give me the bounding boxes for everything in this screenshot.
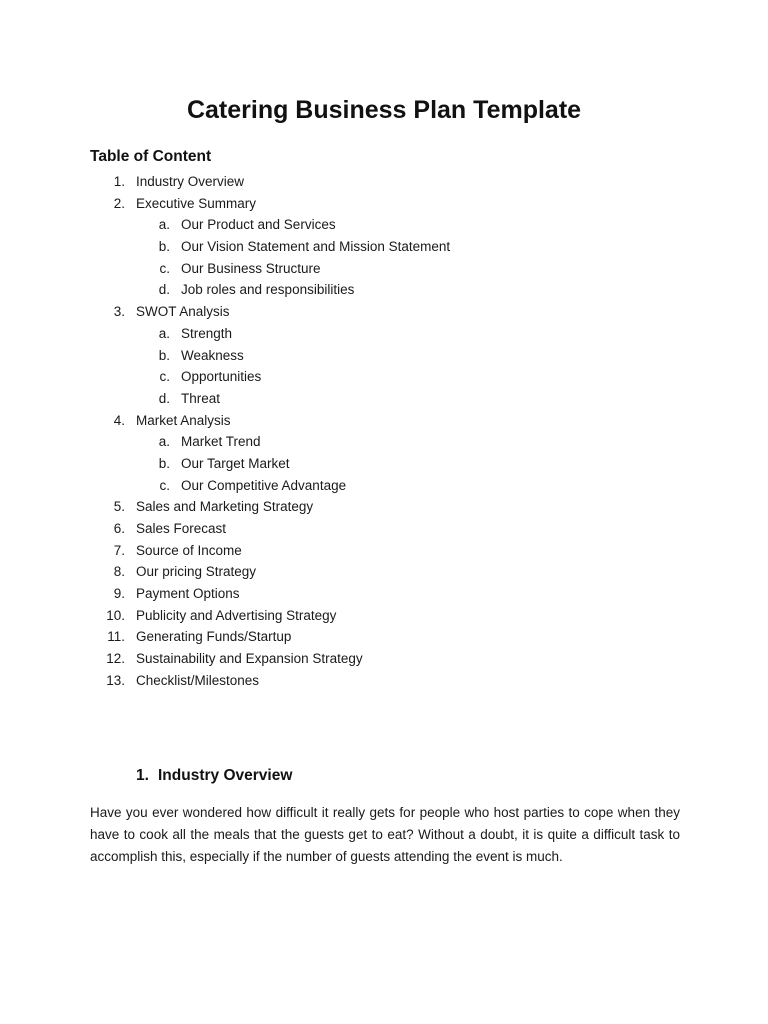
toc-item-number: d.: [158, 282, 170, 298]
toc-subitem: [0, 258, 768, 280]
toc-item-label: Sales and Marketing Strategy: [136, 499, 314, 515]
toc-item: [0, 626, 768, 648]
toc-item-number: a.: [158, 434, 170, 450]
toc-subitem: [0, 345, 768, 367]
toc-item: [0, 171, 768, 193]
toc-subitem: [0, 431, 768, 453]
toc-item-label: Sales Forecast: [136, 521, 227, 536]
toc-item-number: c.: [159, 260, 170, 276]
toc-item-label: Threat: [181, 390, 221, 406]
toc-item-number: d.: [158, 390, 170, 406]
toc-item: [0, 301, 768, 323]
toc-item-number: 12.: [106, 651, 125, 667]
toc-item-number: 13.: [106, 672, 125, 688]
toc-item-label: Source of Income: [136, 542, 242, 558]
toc-item-number: a.: [158, 217, 170, 233]
toc-item-number: b.: [158, 455, 170, 471]
document-title: Catering Business Plan Template: [186, 96, 582, 124]
toc-item-label: Job roles and responsibilities: [181, 282, 355, 298]
toc-item-number: 5.: [113, 499, 125, 515]
toc-item-number: 2.: [113, 195, 125, 211]
toc-item-label: Opportunities: [181, 369, 262, 385]
toc-item: [0, 605, 768, 627]
toc-item: [0, 410, 768, 432]
section-number: 1.: [136, 767, 149, 784]
toc-item-label: Our Vision Statement and Mission Statement: [181, 239, 451, 255]
toc-item-number: b.: [158, 239, 170, 255]
toc-subitem: [0, 236, 768, 258]
toc-item-label: Our Target Market: [181, 455, 290, 471]
section-heading-industry-overview: [136, 765, 292, 787]
toc-item: [0, 670, 768, 692]
toc-item-label: Our Product and Services: [181, 217, 336, 233]
toc-item: [0, 648, 768, 670]
toc-item-label: SWOT Analysis: [136, 304, 230, 320]
industry-overview-paragraph: Have you ever wondered how difficult it really gets for people who host parties to cope when they have to cook all the meals that the guests get to eat? Without a doubt, it is quite a difficult task to accomplish this, especially if the number of guests attending the event is much.: [90, 805, 680, 864]
toc-item-label: Sustainability and Expansion Strategy: [136, 651, 363, 667]
toc-item: [0, 496, 768, 518]
toc-heading: Table of Content: [90, 148, 212, 165]
toc-item-number: 3.: [113, 304, 125, 320]
toc-item-number: 7.: [113, 542, 125, 558]
toc-item-label: Our pricing Strategy: [136, 564, 257, 580]
toc-item: [0, 518, 768, 540]
toc-item-label: Strength: [181, 325, 233, 341]
toc-item-label: Payment Options: [136, 586, 240, 602]
section-title: Industry Overview: [158, 767, 293, 784]
toc-subitem: [0, 475, 768, 497]
toc-item-label: Market Trend: [181, 434, 261, 450]
toc-item-label: Industry Overview: [136, 174, 245, 189]
toc-item-label: Weakness: [181, 347, 244, 363]
toc-item-label: Market Analysis: [136, 412, 231, 428]
toc-item: [0, 193, 768, 215]
toc-item-number: 9.: [113, 586, 125, 602]
toc-subitem: [0, 453, 768, 475]
toc-subitem: [0, 323, 768, 345]
toc-item: [0, 583, 768, 605]
toc-subitem: [0, 388, 768, 410]
toc-item-number: 10.: [106, 607, 125, 623]
toc-subitem: [0, 366, 768, 388]
toc-item-number: 6.: [113, 521, 125, 536]
toc-item-label: Generating Funds/Startup: [136, 629, 292, 645]
toc-subitem: [0, 279, 768, 301]
toc-item-number: 1.: [113, 174, 125, 189]
toc-item-number: b.: [158, 347, 170, 363]
table-of-contents: [0, 171, 768, 692]
toc-item-number: c.: [159, 369, 170, 385]
toc-item-number: 11.: [107, 629, 125, 645]
toc-item-label: Our Business Structure: [181, 260, 321, 276]
toc-item-number: 8.: [113, 564, 125, 580]
toc-item-label: Checklist/Milestones: [136, 672, 260, 688]
toc-item-label: Our Competitive Advantage: [181, 477, 347, 493]
toc-item-label: Executive Summary: [136, 195, 257, 211]
toc-item-label: Publicity and Advertising Strategy: [136, 607, 337, 623]
toc-item-number: a.: [158, 325, 170, 341]
toc-item: [0, 561, 768, 583]
toc-item-number: c.: [159, 477, 170, 493]
toc-item-number: 4.: [113, 412, 125, 428]
toc-subitem: [0, 214, 768, 236]
toc-item: [0, 540, 768, 562]
